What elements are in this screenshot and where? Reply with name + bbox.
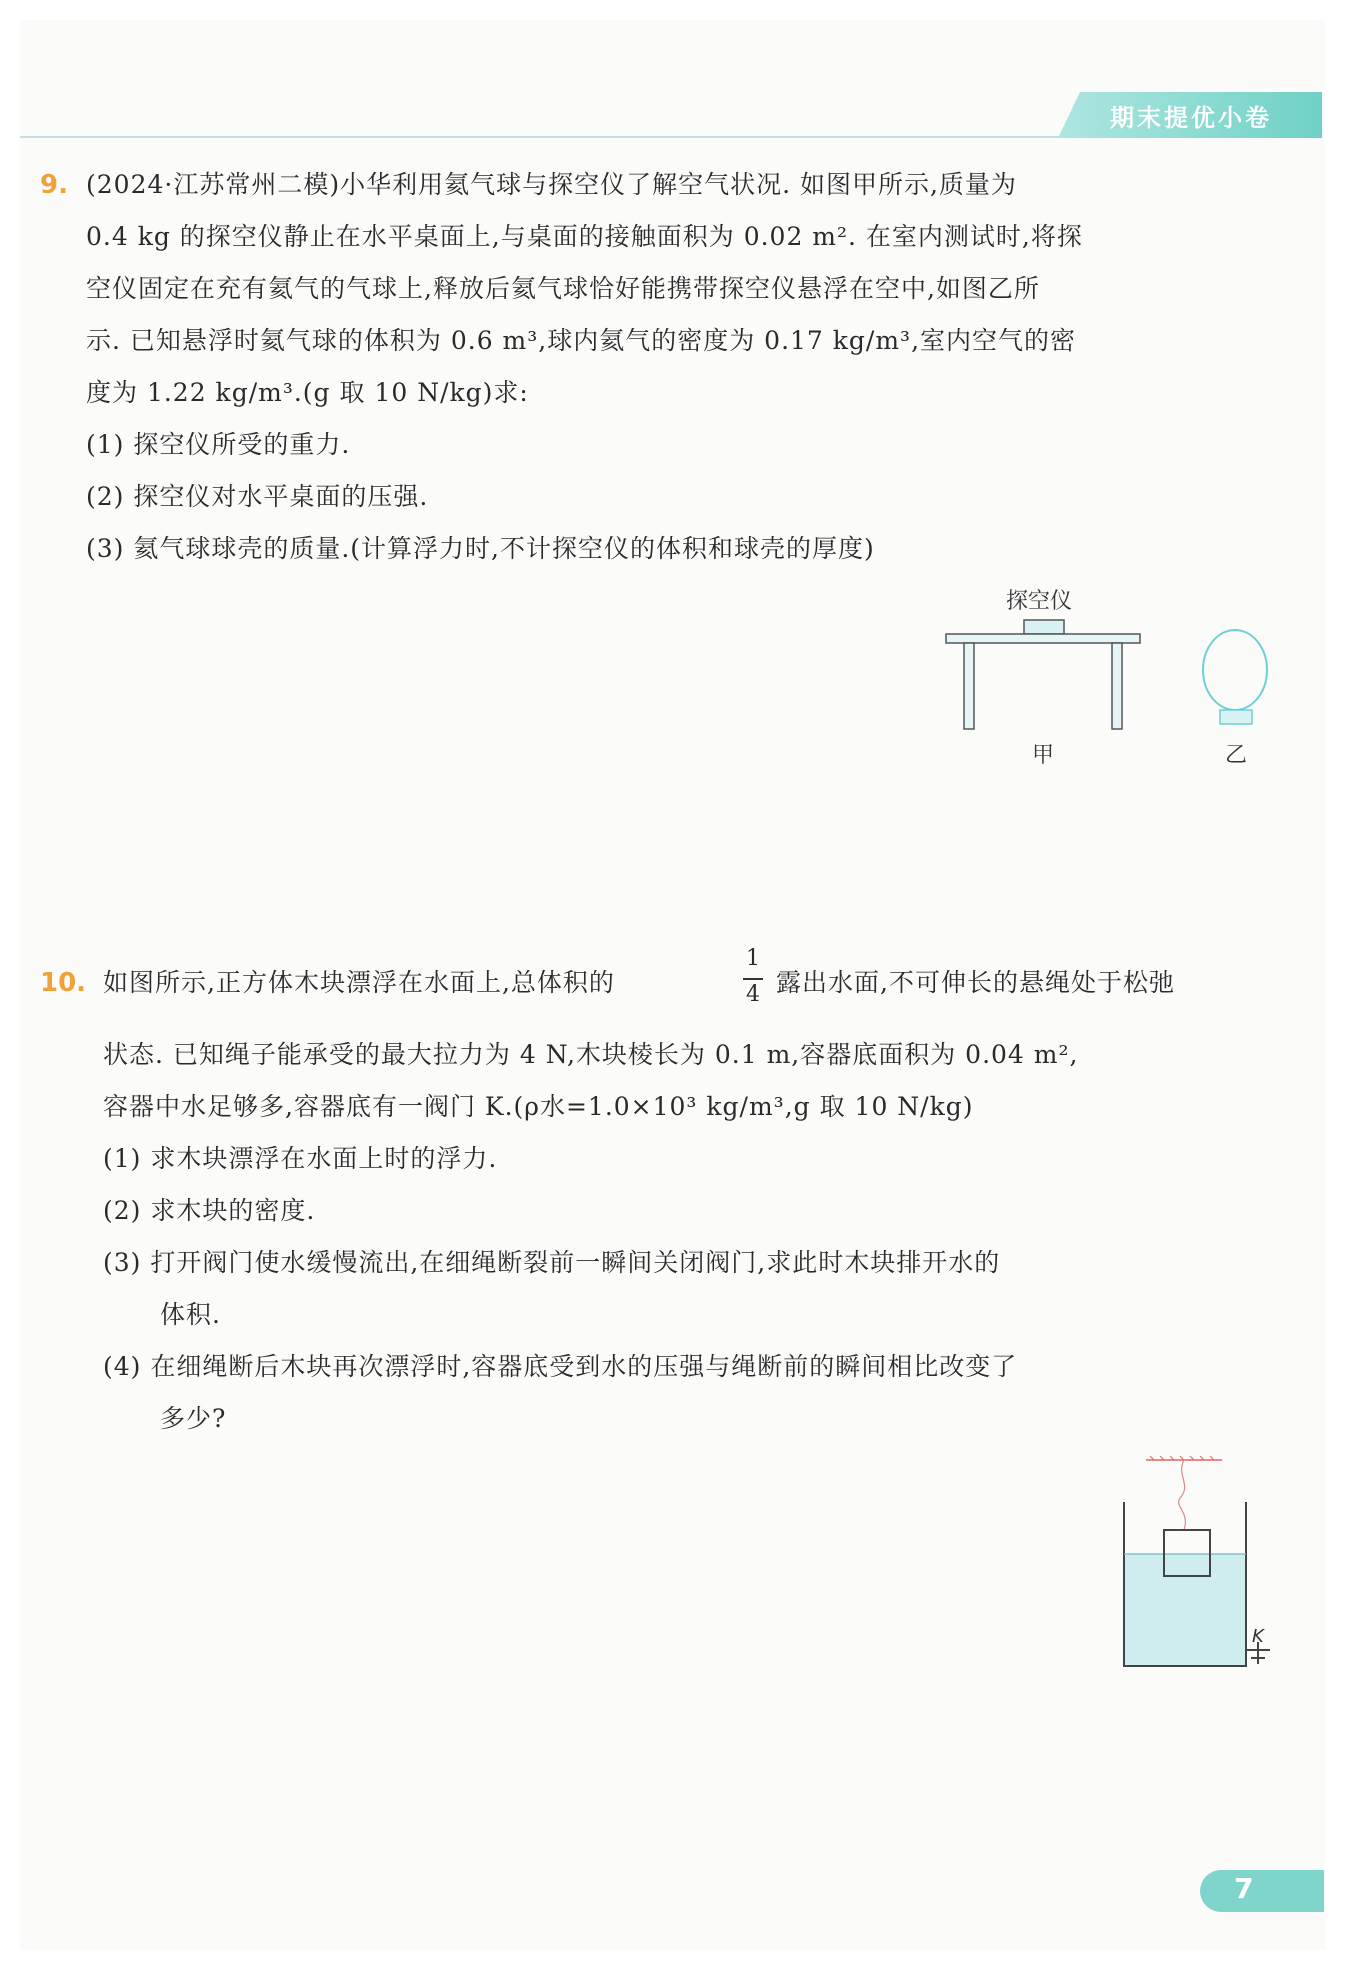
table-top [946,634,1140,643]
figure-device-label: 探空仪 [1006,589,1073,614]
section-title: 期末提优小卷 [1110,104,1272,132]
q9-subquestion: (2) 探空仪对水平桌面的压强. [86,482,429,511]
table-leg-right [1112,643,1122,729]
q10-subquestion: (3) 打开阀门使水缓慢流出,在细绳断裂前一瞬间关闭阀门,求此时木块排开水的 [103,1248,1001,1277]
fraction-bar [743,978,763,980]
valve-label: K [1252,1626,1264,1647]
q9-line: 度为 1.22 kg/m³.(g 取 10 N/kg)求: [86,378,529,407]
q9-line: (2024·江苏常州二模)小华利用氦气球与探空仪了解空气状况. 如图甲所示,质量为 [86,170,1017,199]
fraction-denominator: 4 [746,982,760,1007]
table-drawing [946,620,1140,729]
question-9-number: 9. [40,170,68,200]
q9-line: 空仪固定在充有氦气的气球上,释放后氦气球恰好能携带探空仪悬浮在空中,如图乙所 [86,274,1040,303]
q10-line-end: 露出水面,不可伸长的悬绳处于松弛 [776,968,1175,997]
fraction-numerator: 1 [746,946,760,971]
q9-subquestion: (1) 探空仪所受的重力. [86,430,351,459]
device-under-balloon [1220,710,1252,724]
page-number-tab [1200,1870,1324,1912]
ceiling-support [1146,1456,1222,1460]
helium-balloon [1203,630,1267,710]
q10-line-start: 如图所示,正方体木块漂浮在水面上,总体积的 [103,968,615,997]
slack-string [1179,1460,1186,1530]
q9-line: 示. 已知悬浮时氦气球的体积为 0.6 m³,球内氦气的密度为 0.17 kg/m³,室内空气的密 [86,326,1077,355]
q10-subquestion: (2) 求木块的密度. [103,1196,316,1225]
q10-subquestion: (4) 在细绳断后木块再次漂浮时,容器底受到水的压强与绳断前的瞬间相比改变了 [103,1352,1018,1381]
table-leg-left [964,643,974,729]
q10-subquestion: (1) 求木块漂浮在水面上时的浮力. [103,1144,498,1173]
device-box [1024,620,1064,634]
q10-subquestion-cont: 体积. [160,1300,221,1329]
balloon-drawing [1203,630,1267,724]
figure-label-jia: 甲 [1032,743,1055,768]
q10-subquestion-cont: 多少? [160,1404,227,1433]
page-number: 7 [1234,1872,1254,1905]
q10-line: 状态. 已知绳子能承受的最大拉力为 4 N,木块棱长为 0.1 m,容器底面积为 0.04 m², [103,1040,1079,1069]
q9-line: 0.4 kg 的探空仪静止在水平桌面上,与桌面的接触面积为 0.02 m². 在室内测试时,将探 [86,222,1083,251]
question-10-number: 10. [40,968,87,998]
figure-label-yi: 乙 [1225,743,1248,768]
q10-line: 容器中水足够多,容器底有一阀门 K.(ρ水=1.0×10³ kg/m³,g 取 10 N/kg) [103,1092,974,1121]
q9-subquestion: (3) 氦气球球壳的质量.(计算浮力时,不计探空仪的体积和球壳的厚度) [86,534,875,563]
water-region [1124,1554,1246,1666]
